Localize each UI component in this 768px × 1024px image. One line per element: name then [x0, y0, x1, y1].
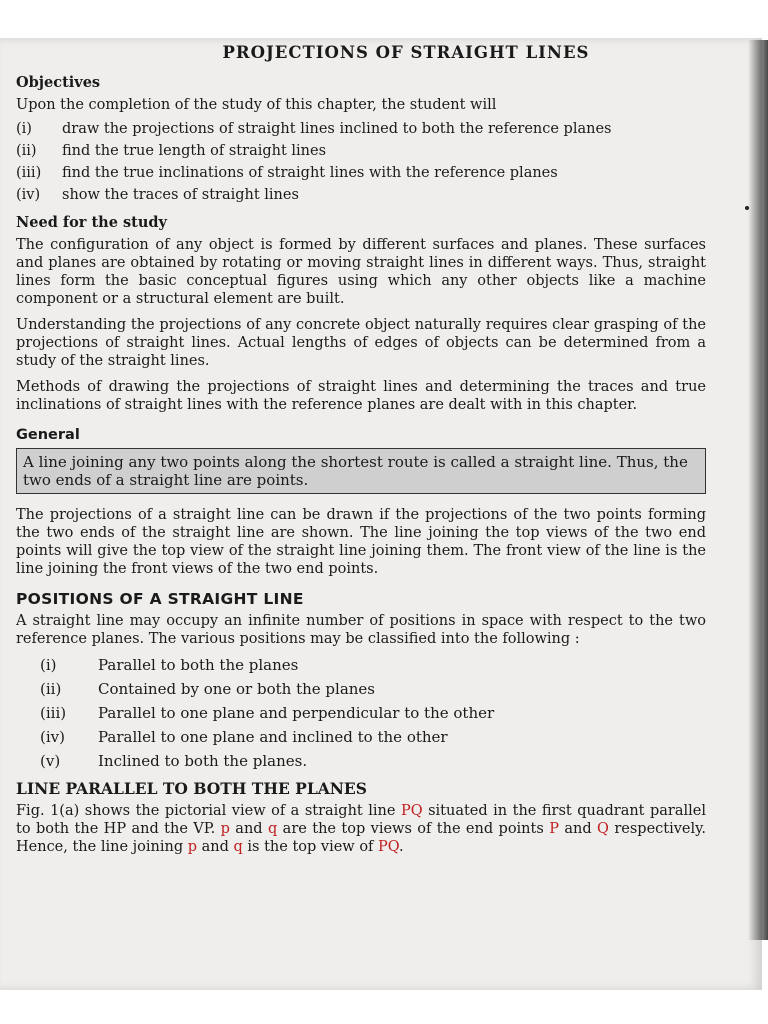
parallel-heading: LINE PARALLEL TO BOTH THE PLANES	[16, 779, 367, 798]
text-run: and	[197, 839, 234, 855]
list-item	[16, 656, 706, 674]
list-item	[16, 704, 706, 722]
list-item	[16, 186, 706, 204]
list-item-text: Contained by one or both the planes	[98, 680, 375, 698]
list-item-number: (ii)	[16, 143, 37, 159]
need-paragraph-1: The configuration of any object is formed by different surfaces and planes. These surfaces and planes are obtained by rotating or moving straight lines in different ways. Thus, straight lines form the basic conceptual figures using which any other objects like a machine component or a structural element are built.	[16, 237, 706, 307]
list-item-number: (i)	[16, 121, 32, 137]
positions-list	[16, 656, 706, 770]
list-item-number: (ii)	[40, 680, 62, 698]
list-item-number: (iii)	[16, 165, 42, 181]
list-item-number: (v)	[40, 752, 61, 770]
page-mark	[745, 206, 749, 210]
list-item-number: (iv)	[40, 728, 65, 746]
text-run: .	[398, 839, 404, 855]
list-item-text: Inclined to both the planes.	[98, 752, 308, 770]
list-item-text: find the true inclinations of straight lines with the reference planes	[62, 165, 558, 181]
point-label: Q	[597, 821, 609, 837]
list-item-text: Parallel to both the planes	[98, 656, 299, 674]
list-item-text: draw the projections of straight lines inclined to both the reference planes	[62, 121, 612, 137]
page-title: PROJECTIONS OF STRAIGHT LINES	[222, 43, 590, 62]
list-item-text: show the traces of straight lines	[62, 187, 299, 203]
text-run: and	[229, 821, 268, 837]
objectives-intro: Upon the completion of the study of this chapter, the student will	[16, 97, 497, 113]
point-label: q	[233, 839, 243, 855]
list-item-number: (iii)	[40, 704, 67, 722]
line-label: PQ	[378, 839, 399, 855]
text-run: and	[558, 821, 598, 837]
need-paragraph-3: Methods of drawing the projections of straight lines and determining the traces and true inclinations of straight lines with the reference planes are dealt with in this chapter.	[16, 379, 706, 413]
list-item	[16, 142, 706, 160]
general-paragraph: The projections of a straight line can be drawn if the projections of the two points forming the two ends of the straight line are shown. The line joining the top views of the two end points will give the top view of the straight line joining them. The front view of the line is the line joining the front views of the two end points.	[16, 507, 706, 577]
text-run: situated in the first quadrant parallel to both the HP and the VP.	[16, 803, 706, 837]
parallel-paragraph	[16, 802, 706, 856]
list-item-text: find the true length of straight lines	[62, 143, 327, 159]
point-label: P	[549, 821, 559, 837]
need-heading: Need for the study	[16, 214, 167, 231]
objectives-heading: Objectives	[16, 74, 101, 91]
list-item-text: Parallel to one plane and inclined to the other	[98, 728, 448, 746]
point-label: q	[267, 821, 278, 837]
list-item	[16, 728, 706, 746]
general-heading: General	[16, 427, 80, 443]
text-run: is the top view of	[242, 839, 379, 855]
list-item	[16, 120, 706, 138]
point-label: p	[220, 821, 230, 837]
text-run: respectively. Hence, the line joining	[16, 821, 707, 855]
list-item	[16, 752, 706, 770]
text-run: Fig. 1(a) shows the pictorial view of a straight line	[16, 803, 401, 819]
line-label: PQ	[400, 803, 423, 819]
text-run: are the top views of the end points	[277, 821, 550, 837]
definition-box: A line joining any two points along the shortest route is called a straight line. Thus, the two ends of a straight line are points.	[16, 448, 706, 494]
objectives-list	[16, 120, 706, 204]
list-item	[16, 164, 706, 182]
positions-heading: POSITIONS OF A STRAIGHT LINE	[16, 590, 304, 608]
list-item	[16, 680, 706, 698]
list-item-text: Parallel to one plane and perpendicular to the other	[98, 704, 495, 722]
list-item-number: (iv)	[16, 187, 41, 203]
page-content	[16, 44, 706, 864]
point-label: p	[187, 839, 198, 855]
positions-intro: A straight line may occupy an infinite number of positions in space with respect to the two reference planes. The various positions may be classified into the following :	[16, 613, 706, 647]
need-paragraph-2: Understanding the projections of any concrete object naturally requires clear grasping of the projections of straight lines. Actual lengths of edges of objects can be determined from a study of the straight lines.	[16, 317, 706, 369]
list-item-number: (i)	[40, 656, 57, 674]
page-edge-shadow	[748, 40, 768, 940]
